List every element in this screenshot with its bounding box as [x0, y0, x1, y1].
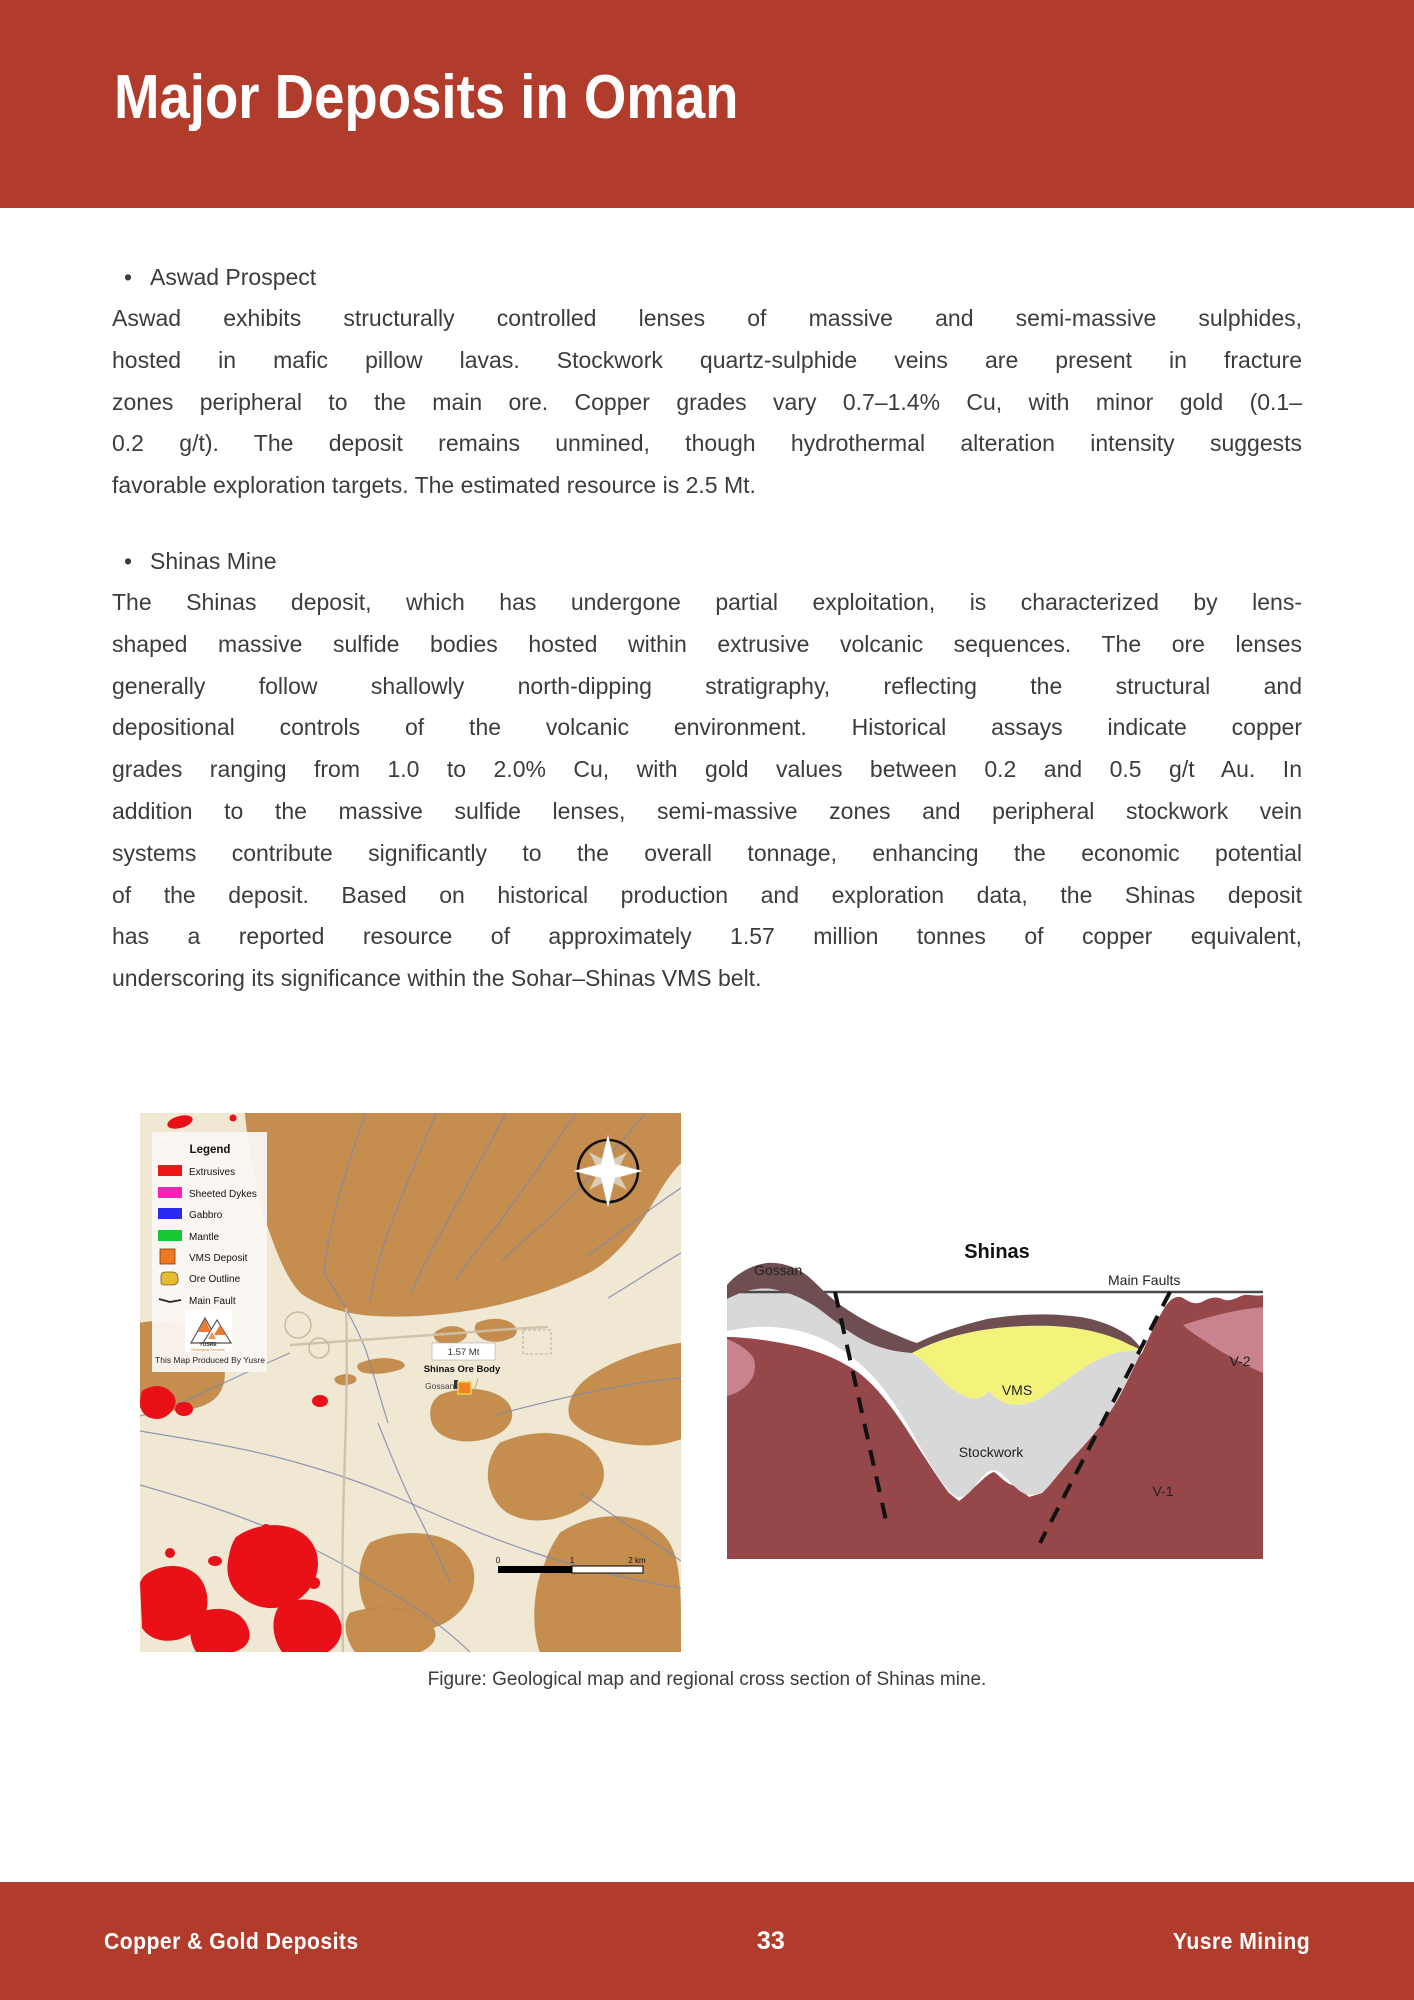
legend-item-label: Mantle [189, 1232, 220, 1243]
paragraph-aswad [112, 298, 1302, 507]
bullet-icon: • [124, 264, 133, 290]
text-line: systems contribute significantly to the overall tonnage, enhancing the economic potential [112, 839, 1302, 866]
scale-tick: 1 [569, 1556, 575, 1565]
legend-swatch-ore-outline [161, 1272, 178, 1285]
geological-map [140, 1113, 681, 1652]
legend-item-label: Sheeted Dykes [189, 1189, 257, 1200]
legend-swatch-extrusives [158, 1165, 182, 1176]
page-footer [0, 1882, 1414, 2000]
text-line: of the deposit. Based on historical production and exploration data, the Shinas deposit [112, 881, 1302, 908]
page-number: 33 [756, 1926, 785, 1955]
bullet-item-aswad [112, 256, 1302, 298]
bullet-label: Shinas Mine [150, 547, 277, 574]
text-line: generally follow shallowly north-dipping stratigraphy, reflecting the structural and [112, 672, 1302, 699]
map-legend [152, 1132, 267, 1372]
paragraph-shinas [112, 582, 1302, 1000]
page-title: Major Deposits in Oman [114, 63, 739, 132]
text-line: The Shinas deposit, which has undergone partial exploitation, is characterized by lens- [112, 588, 1302, 615]
text-line: depositional controls of the volcanic environment. Historical assays indicate copper [112, 714, 1302, 741]
text-line: shaped massive sulfide bodies hosted within extrusive volcanic sequences. The ore lenses [112, 630, 1302, 657]
body-content [112, 256, 1302, 1000]
label-gossan: Gossan [754, 1262, 803, 1278]
text-line: 0.2 g/t). The deposit remains unmined, though hydrothermal alteration intensity suggests [112, 430, 1302, 457]
legend-item-label: VMS Deposit [189, 1253, 248, 1264]
cross-section [727, 1225, 1263, 1565]
text-line: addition to the massive sulfide lenses, semi-massive zones and peripheral stockwork vein [112, 797, 1302, 824]
yusre-logo-icon [185, 1310, 232, 1352]
scale-tick: 0 [495, 1556, 501, 1565]
scale-tick: 2 km [628, 1556, 646, 1565]
text-line: hosted in mafic pillow lavas. Stockwork quartz-sulphide veins are present in fracture [112, 346, 1302, 373]
figure-caption: Figure: Geological map and regional cross section of Shinas mine. [427, 1669, 987, 1690]
text-line: has a reported resource of approximately 1.57 million tonnes of copper equivalent, [112, 923, 1302, 950]
label-stockwork: Stockwork [958, 1444, 1024, 1460]
text-line: favorable exploration targets. The estimated resource is 2.5 Mt. [112, 472, 756, 499]
label-v1: V-1 [1152, 1483, 1174, 1499]
bullet-item-shinas [112, 540, 1302, 582]
legend-item-label: Gabbro [189, 1210, 223, 1221]
bullet-icon: • [124, 547, 133, 574]
footer-left-text: Copper & Gold Deposits [104, 1927, 359, 1954]
footer-right-text: Yusre Mining [1172, 1927, 1310, 1954]
legend-item-label: Main Fault [189, 1296, 236, 1307]
legend-swatch-mantle [158, 1230, 182, 1241]
label-vms: VMS [1001, 1382, 1033, 1398]
logo-text: YUSRE [199, 1342, 217, 1348]
map-credit: This Map Produced By Yusre [155, 1355, 265, 1365]
legend-swatch-sheeted-dykes [158, 1187, 182, 1198]
logo-subtext: Geological Services [191, 1348, 225, 1352]
bullet-label: Aswad Prospect [150, 264, 317, 290]
legend-swatch-vms-deposit [160, 1249, 175, 1264]
text-line: Aswad exhibits structurally controlled lenses of massive and semi-massive sulphides, [112, 305, 1302, 331]
resource-label: 1.57 Mt [447, 1347, 480, 1358]
gossan-annotation-label: Gossan [425, 1381, 455, 1391]
ore-body-label: Shinas Ore Body [423, 1364, 501, 1375]
cross-section-title: Shinas [964, 1241, 1030, 1263]
legend-item-label: Extrusives [189, 1167, 236, 1178]
legend-title: Legend [189, 1144, 231, 1156]
text-line: zones peripheral to the main ore. Copper grades vary 0.7–1.4% Cu, with minor gold (0.1– [112, 388, 1302, 415]
legend-item-label: Ore Outline [189, 1274, 241, 1285]
text-line: underscoring its significance within the Sohar–Shinas VMS belt. [112, 965, 762, 992]
text-line: grades ranging from 1.0 to 2.0% Cu, with gold values between 0.2 and 0.5 g/t Au. In [112, 756, 1302, 783]
label-main-faults: Main Faults [1108, 1272, 1181, 1288]
label-v2: V-2 [1229, 1353, 1251, 1369]
legend-swatch-gabbro [158, 1208, 182, 1219]
